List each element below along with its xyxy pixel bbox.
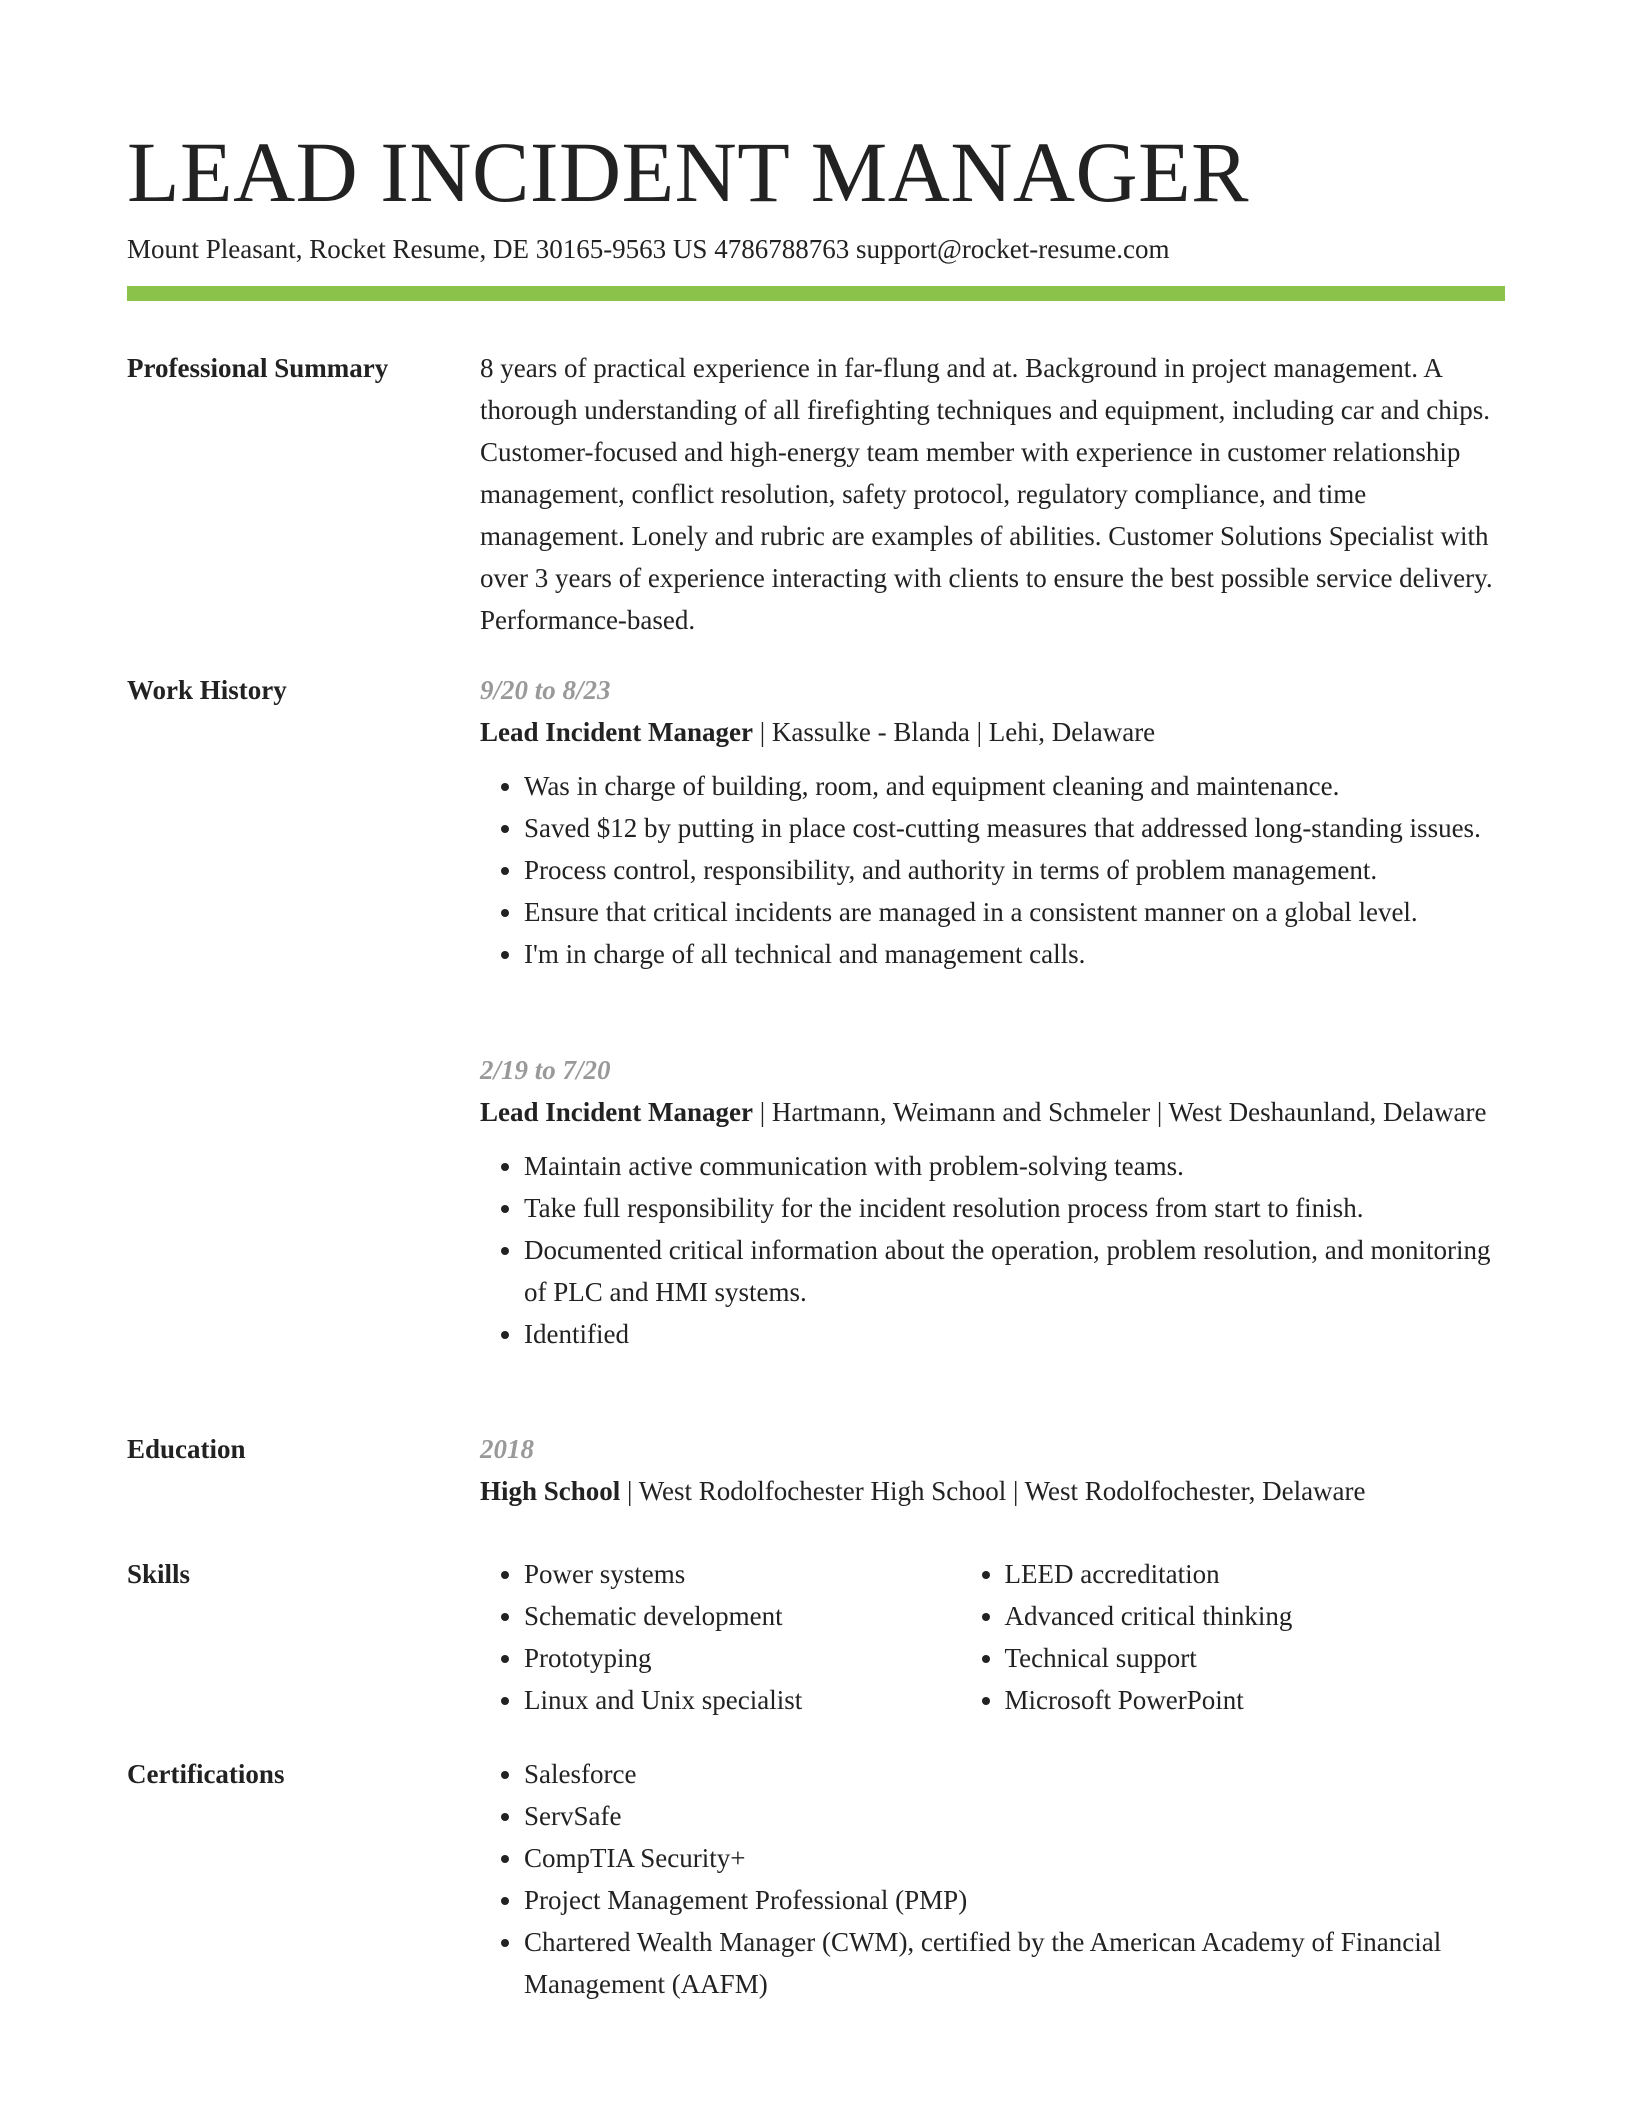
skills-label: Skills <box>127 1559 191 1589</box>
education-details: | West Rodolfochester High School | West Rodolfochester, Delaware <box>620 1476 1366 1506</box>
list-item: • Take full responsibility for the incident resolution process from start to finish. <box>524 1187 1505 1229</box>
job-title: Lead Incident Manager <box>480 717 753 747</box>
list-item: • Saved $12 by putting in place cost-cutting measures that addressed long-standing issues. <box>524 807 1505 849</box>
certifications-list <box>480 1753 1505 2005</box>
list-item: • I'm in charge of all technical and management calls. <box>524 933 1505 975</box>
skills-grid <box>480 1553 1505 1721</box>
education-heading <box>480 1470 1505 1512</box>
job-bullets <box>480 765 1505 975</box>
skills-list-left <box>480 1553 961 1721</box>
job-heading <box>480 711 1505 753</box>
list-item: • Documented critical information about the operation, problem resolution, and monitoring of PLC and HMI systems. <box>524 1229 1505 1313</box>
job-bullets <box>480 1145 1505 1355</box>
job-details: | Kassulke - Blanda | Lehi, Delaware <box>753 717 1156 747</box>
list-item: • CompTIA Security+ <box>524 1837 1505 1879</box>
skills-section <box>480 1553 1505 1721</box>
work-history-section-2 <box>480 1049 1505 1355</box>
list-item: • Technical support <box>1005 1637 1506 1679</box>
job-heading <box>480 1091 1505 1133</box>
education-label: Education <box>127 1434 246 1464</box>
list-item: • Process control, responsibility, and authority in terms of problem management. <box>524 849 1505 891</box>
contact-phone: 4786788763 <box>714 234 850 264</box>
work-history-label: Work History <box>127 675 287 705</box>
list-item: • ServSafe <box>524 1795 1505 1837</box>
list-item: • Linux and Unix specialist <box>524 1679 961 1721</box>
job-dates: 9/20 to 8/23 <box>480 675 611 705</box>
list-item: • Power systems <box>524 1553 961 1595</box>
candidate-title: LEAD INCIDENT MANAGER <box>127 124 1250 220</box>
contact-line <box>127 231 1169 267</box>
certifications-section <box>480 1753 1505 2005</box>
list-item: • Advanced critical thinking <box>1005 1595 1506 1637</box>
summary-section <box>480 347 1505 641</box>
list-item: • Ensure that critical incidents are managed in a consistent manner on a global level. <box>524 891 1505 933</box>
list-item: • Was in charge of building, room, and equipment cleaning and maintenance. <box>524 765 1505 807</box>
list-item: • Identified <box>524 1313 1505 1355</box>
list-item: • Prototyping <box>524 1637 961 1679</box>
header-divider <box>127 286 1505 301</box>
job-details: | Hartmann, Weimann and Schmeler | West Deshaunland, Delaware <box>753 1097 1487 1127</box>
list-item: • Microsoft PowerPoint <box>1005 1679 1506 1721</box>
skills-list-right <box>961 1553 1506 1721</box>
contact-address: Mount Pleasant, Rocket Resume, DE 30165-9563 US <box>127 234 708 264</box>
certifications-label: Certifications <box>127 1759 285 1789</box>
list-item: • Salesforce <box>524 1753 1505 1795</box>
education-year: 2018 <box>480 1434 534 1464</box>
summary-label: Professional Summary <box>127 353 389 383</box>
education-section <box>480 1428 1505 1512</box>
list-item: • Schematic development <box>524 1595 961 1637</box>
contact-email[interactable]: support@rocket-resume.com <box>855 234 1170 264</box>
education-degree: High School <box>480 1476 621 1506</box>
job-entry <box>480 669 1505 975</box>
list-item: • Chartered Wealth Manager (CWM), certified by the American Academy of Financial Management (AAFM) <box>524 1921 1505 2005</box>
list-item: • Maintain active communication with problem-solving teams. <box>524 1145 1505 1187</box>
work-history-section <box>480 669 1505 975</box>
job-dates: 2/19 to 7/20 <box>480 1055 611 1085</box>
list-item: • Project Management Professional (PMP) <box>524 1879 1505 1921</box>
job-entry <box>480 1049 1505 1355</box>
list-item: • LEED accreditation <box>1005 1553 1506 1595</box>
summary-text: 8 years of practical experience in far-flung and at. Background in project management. A thorough understanding of all firefighting techniques and equipment, including car and chips. Customer-focused and high-energy team member with experience in customer relationship management, conflict resolution, safety protocol, regulatory compliance, and time management. Lonely and rubric are examples of abilities. Customer Solutions Specialist with over 3 years of experience interacting with clients to ensure the best possible service delivery. Performance-based. <box>480 353 1493 635</box>
job-title: Lead Incident Manager <box>480 1097 753 1127</box>
